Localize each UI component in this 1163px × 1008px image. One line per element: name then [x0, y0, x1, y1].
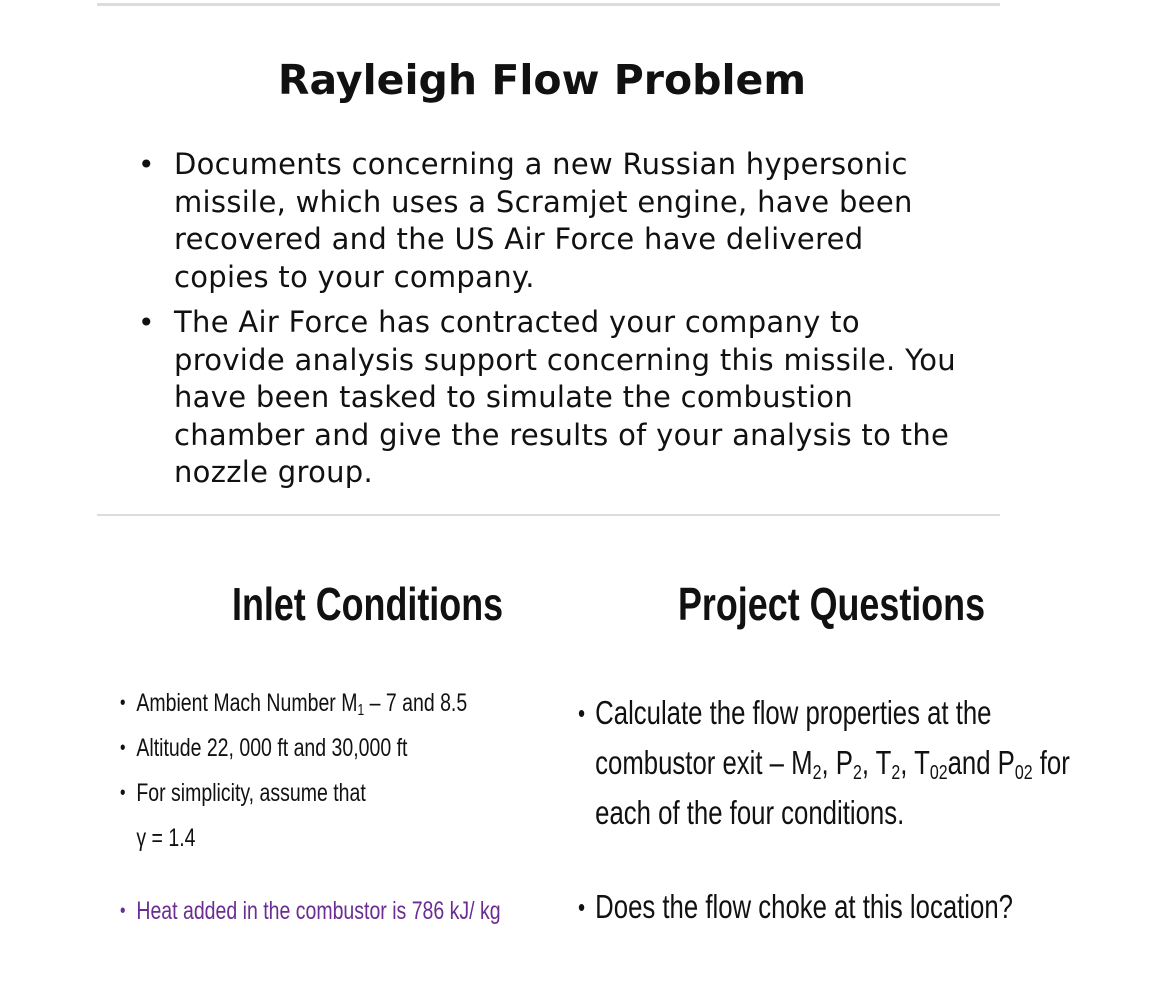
altitude-text: Altitude 22, 000 ft and 30,000 ft — [136, 734, 408, 762]
gamma-text: γ = 1.4 — [136, 824, 196, 852]
bullet-icon: • — [120, 737, 126, 759]
bullet-icon: • — [578, 892, 586, 922]
list-item — [120, 776, 501, 821]
bullet-icon: • — [120, 900, 126, 922]
bullet-icon: • — [138, 148, 155, 181]
project-questions-list — [578, 688, 1070, 932]
bullet-text: The Air Force has contracted your company to provide analysis support concerning this missile. You have been tasked to simulate the combustion chamber and give the results of your analysis to the nozzle group. — [174, 305, 956, 489]
bullet-icon: • — [120, 782, 126, 804]
page-title: Rayleigh Flow Problem — [277, 56, 807, 104]
bullet-text: Documents concerning a new Russian hypersonic missile, which uses a Scramjet engine, have been recovered and the US Air Force have delivered copies to your company. — [174, 147, 913, 294]
simplicity-text: For simplicity, assume that — [136, 779, 366, 807]
list-item — [578, 688, 1070, 838]
top-divider — [97, 3, 1000, 6]
heat-text: Heat added in the combustor is 786 kJ/ kg — [136, 897, 501, 925]
bullet-icon: • — [578, 698, 586, 728]
bullet-icon: • — [120, 692, 126, 714]
list-item — [120, 894, 501, 939]
question-text: Calculate the flow properties at the combustor exit – $M_2$, $P_2$, $T_2$, $T_{02}and$ $P_{02}$ for each of the four conditions. — [595, 694, 1070, 831]
list-item — [138, 146, 958, 296]
section-divider — [97, 514, 1000, 516]
inlet-conditions-list — [120, 686, 501, 939]
question-text: Does the flow choke at this location? — [595, 888, 1013, 925]
mach-text: Ambient Mach Number $M_1 - 7$ and 8.5 — [136, 689, 468, 719]
inlet-conditions-heading: Inlet Conditions — [232, 578, 504, 630]
list-item — [120, 686, 501, 731]
intro-bullet-list — [138, 146, 958, 500]
list-item — [120, 821, 501, 866]
list-item — [138, 304, 958, 492]
list-item — [578, 882, 1070, 932]
list-item — [120, 731, 501, 776]
project-questions-heading: Project Questions — [678, 578, 986, 630]
bullet-icon: • — [138, 306, 155, 339]
